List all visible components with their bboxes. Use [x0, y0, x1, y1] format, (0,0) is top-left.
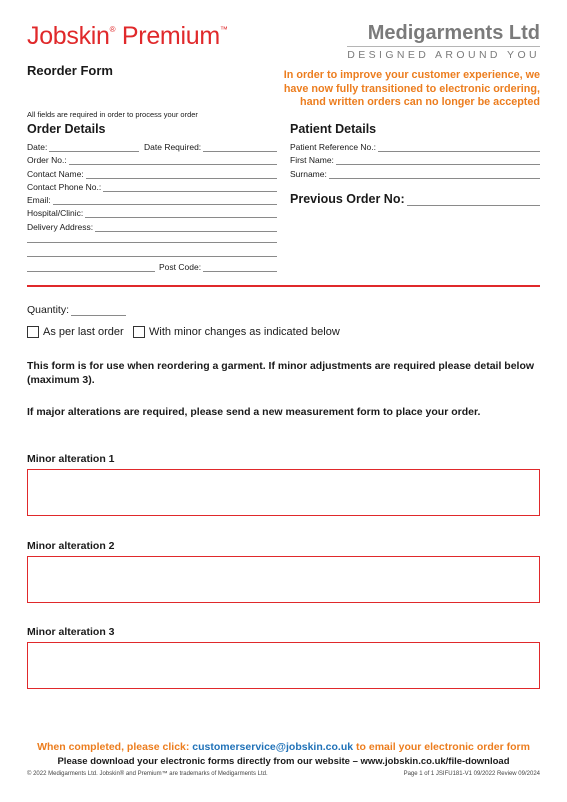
patient-ref-field[interactable]: [290, 142, 540, 152]
electronic-notice: [260, 69, 540, 110]
first-name-label: First Name:: [290, 155, 334, 165]
reorder-instructions: This form is for use when reordering a garment. If minor adjustments are required please detail below (maximum 3).: [27, 360, 535, 386]
brand-logo: [27, 22, 228, 51]
email-label: Email:: [27, 195, 51, 205]
delivery-address-line[interactable]: [27, 271, 155, 272]
page-info: Page 1 of 1 JSIFU181-V1 09/2022 Review 09/2024: [403, 771, 540, 777]
submit-instructions-suffix: to email your electronic order form: [353, 741, 530, 753]
date-required-label: Date Required:: [144, 142, 202, 152]
minor-alteration-3-label: Minor alteration 3: [27, 626, 115, 638]
order-details-title: Order Details: [27, 122, 106, 136]
as-per-last-order-checkbox[interactable]: [27, 326, 39, 338]
post-code-label: Post Code:: [159, 262, 202, 272]
brand-suffix: Premium: [115, 22, 220, 50]
minor-changes-label: With minor changes as indicated below: [149, 326, 340, 338]
customer-service-email-link[interactable]: customerservice@jobskin.co.uk: [192, 741, 354, 753]
notice-line: hand written orders can no longer be accepted: [300, 96, 540, 108]
company-name: Medigarments Ltd: [367, 22, 540, 44]
previous-order-field[interactable]: [290, 192, 540, 206]
contact-name-label: Contact Name:: [27, 169, 84, 179]
order-no-field[interactable]: [27, 155, 277, 165]
brand-name: Jobskin: [27, 22, 110, 50]
as-per-last-order-label: As per last order: [43, 326, 124, 338]
date-label: Date:: [27, 142, 48, 152]
contact-name-field[interactable]: [27, 169, 277, 179]
hospital-field[interactable]: [27, 208, 277, 218]
date-field[interactable]: [27, 142, 139, 152]
delivery-address-line[interactable]: [27, 242, 277, 243]
major-alterations-note: If major alterations are required, please send a new measurement form to place your order.: [27, 406, 481, 418]
company-logo: [347, 22, 540, 61]
quantity-field[interactable]: [27, 304, 126, 316]
first-name-field[interactable]: [290, 155, 540, 165]
notice-line: In order to improve your customer experience, we: [283, 69, 540, 81]
form-title: Reorder Form: [27, 63, 113, 78]
required-note: All fields are required in order to process your order: [27, 110, 198, 119]
patient-details-title: Patient Details: [290, 122, 377, 136]
download-note: Please download your electronic forms directly from our website – www.jobskin.co.uk/file-download: [57, 756, 510, 767]
minor-alteration-3-input[interactable]: [27, 642, 540, 689]
minor-alteration-1-label: Minor alteration 1: [27, 453, 115, 465]
minor-alteration-1-input[interactable]: [27, 469, 540, 516]
delivery-address-line[interactable]: [27, 256, 277, 257]
delivery-address-label: Delivery Address:: [27, 222, 94, 232]
email-field[interactable]: [27, 195, 277, 205]
section-divider: [27, 285, 540, 287]
surname-label: Surname:: [290, 169, 327, 179]
minor-changes-checkbox[interactable]: [133, 326, 145, 338]
order-no-label: Order No.:: [27, 155, 67, 165]
surname-field[interactable]: [290, 169, 540, 179]
brand-tm-mark: ™: [219, 25, 228, 34]
hospital-label: Hospital/Clinic:: [27, 208, 84, 218]
notice-line: have now fully transitioned to electronic ordering,: [283, 82, 540, 95]
submit-instructions-prefix: When completed, please click:: [37, 741, 193, 753]
copyright: © 2022 Medigarments Ltd. Jobskin® and Premium™ are trademarks of Medigarments Ltd.: [27, 771, 268, 777]
date-required-field[interactable]: [144, 142, 277, 152]
contact-phone-field[interactable]: [27, 182, 277, 192]
quantity-label: Quantity:: [27, 304, 70, 316]
previous-order-label: Previous Order No:: [290, 192, 405, 206]
minor-alteration-2-label: Minor alteration 2: [27, 540, 115, 552]
brand-reg-mark: ®: [109, 25, 116, 34]
minor-alteration-2-input[interactable]: [27, 556, 540, 603]
contact-phone-label: Contact Phone No.:: [27, 182, 102, 192]
as-per-last-order-option[interactable]: [27, 326, 124, 338]
delivery-address-field[interactable]: [27, 222, 277, 232]
company-tagline: DESIGNED AROUND YOU: [347, 46, 540, 61]
submit-instructions: [0, 741, 567, 753]
minor-changes-option[interactable]: [133, 326, 340, 338]
patient-ref-label: Patient Reference No.:: [290, 142, 376, 152]
post-code-field[interactable]: [159, 262, 277, 272]
